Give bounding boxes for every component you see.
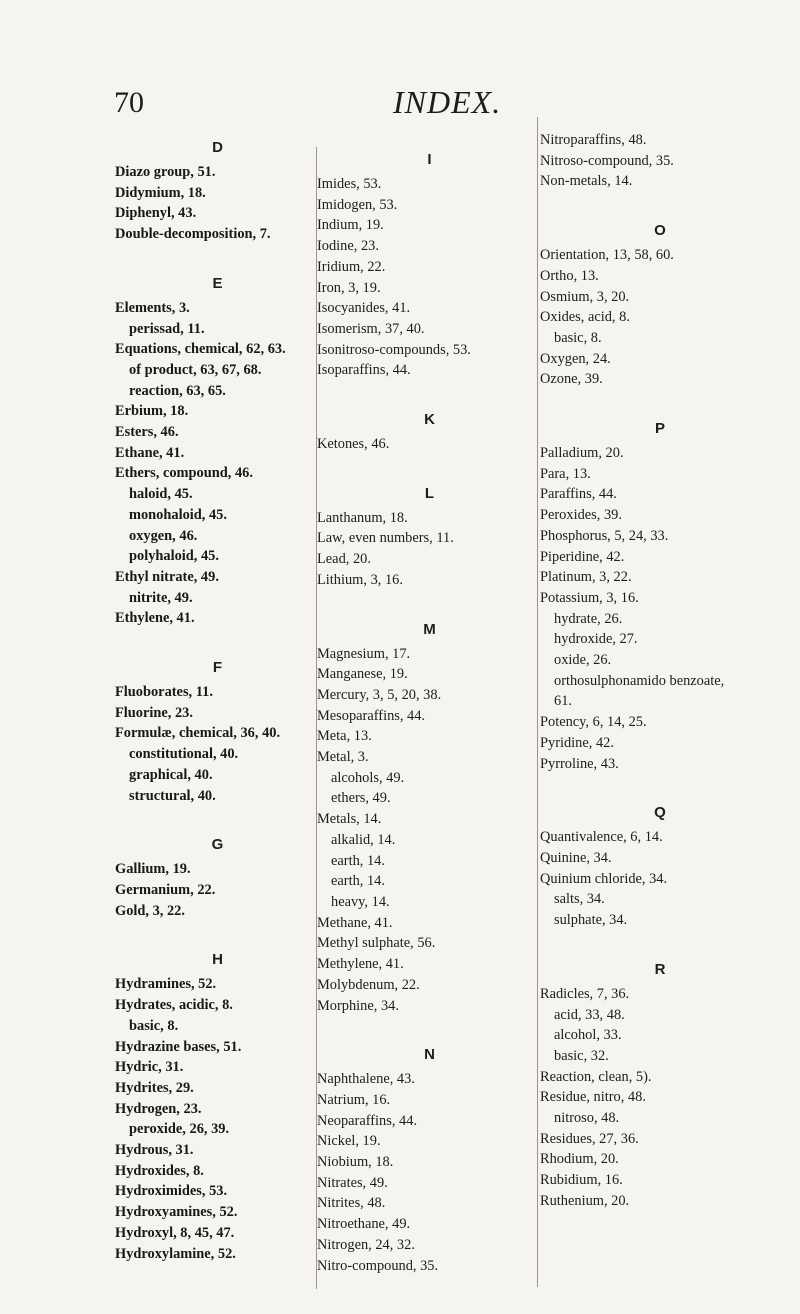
index-entry: Indium, 19. xyxy=(317,217,384,234)
index-subentry: hydrate, 26. xyxy=(554,610,623,627)
section-letter: M xyxy=(423,620,436,638)
index-entry: Residues, 27, 36. xyxy=(540,1130,639,1147)
index-subentry: heavy, 14. xyxy=(331,893,390,910)
section-gap xyxy=(115,921,320,950)
index-subentry: graphical, 40. xyxy=(129,766,213,783)
section-letter: P xyxy=(654,420,665,438)
index-entry: Hydroxylamine, 52. xyxy=(115,1245,236,1262)
index-entry: Isomerism, 37, 40. xyxy=(317,320,425,337)
index-entry: Methylene, 41. xyxy=(317,956,404,973)
section-letter: L xyxy=(424,484,435,502)
index-entry: Orientation, 13, 58, 60. xyxy=(540,247,674,264)
index-entry: Iron, 3, 19. xyxy=(317,279,381,296)
index-entry: Quantivalence, 6, 14. xyxy=(540,829,663,846)
index-subentry: alkalid, 14. xyxy=(331,831,396,848)
index-entry: Potency, 6, 14, 25. xyxy=(540,714,647,731)
index-entry: Methane, 41. xyxy=(317,914,393,931)
index-entry: Oxides, acid, 8. xyxy=(540,309,630,326)
index-entry: Niobium, 18. xyxy=(317,1154,394,1171)
section-gap xyxy=(317,455,542,484)
index-entry: Ozone, 39. xyxy=(540,371,603,388)
index-entry: Ruthenium, 20. xyxy=(540,1192,630,1209)
index-entry: Diphenyl, 43. xyxy=(115,205,197,222)
index-entry: Fluorine, 23. xyxy=(115,704,193,721)
index-entry: Manganese, 19. xyxy=(317,666,408,683)
index-subentry: salts, 34. xyxy=(554,891,605,908)
index-entry: Ethylene, 41. xyxy=(115,610,195,627)
index-subentry: hydroxide, 27. xyxy=(554,631,638,648)
index-entry: Non-metals, 14. xyxy=(540,173,633,190)
index-entry: Isonitroso-compounds, 53. xyxy=(317,341,471,358)
section-gap xyxy=(540,931,780,960)
index-section xyxy=(317,150,542,381)
index-entry: Hydric, 31. xyxy=(115,1059,184,1076)
index-entry: Hydrazine bases, 51. xyxy=(115,1038,242,1055)
index-subentry: oxygen, 46. xyxy=(129,527,198,544)
index-subentry: peroxide, 26, 39. xyxy=(129,1121,230,1138)
index-entry: Nitroethane, 49. xyxy=(317,1216,411,1233)
index-column-3 xyxy=(540,130,780,1212)
index-entry: Palladium, 20. xyxy=(540,445,624,462)
index-entry: Quinine, 34. xyxy=(540,849,612,866)
index-entry: Phosphorus, 5, 24, 33. xyxy=(540,527,669,544)
index-entry: Peroxides, 39. xyxy=(540,507,622,524)
index-subentry: earth, 14. xyxy=(331,852,385,869)
index-section xyxy=(540,960,780,1212)
index-entry: Isoparaffins, 44. xyxy=(317,362,411,379)
section-letter: F xyxy=(212,659,223,677)
index-entry: Pyrroline, 43. xyxy=(540,755,619,772)
index-subentry: 61. xyxy=(554,693,572,710)
index-section xyxy=(317,484,542,591)
section-letter: H xyxy=(212,951,223,969)
index-section xyxy=(540,130,780,192)
index-subentry: basic, 8. xyxy=(554,329,602,346)
index-section xyxy=(540,419,780,774)
section-letter: O xyxy=(654,222,666,240)
index-entry: Osmium, 3, 20. xyxy=(540,288,630,305)
section-gap xyxy=(540,192,780,221)
index-section xyxy=(540,803,780,931)
index-column-2 xyxy=(317,150,542,1276)
index-entry: Hydroxyamines, 52. xyxy=(115,1204,238,1221)
index-section xyxy=(317,1045,542,1276)
index-subentry: perissad, 11. xyxy=(129,320,205,337)
index-section xyxy=(115,950,320,1264)
index-subentry: nitrite, 49. xyxy=(129,589,193,606)
index-entry: Gold, 3, 22. xyxy=(115,902,185,919)
index-entry: Isocyanides, 41. xyxy=(317,300,411,317)
page-number: 70 xyxy=(114,86,144,119)
index-subentry: earth, 14. xyxy=(331,873,385,890)
index-entry: Ethyl nitrate, 49. xyxy=(115,568,219,585)
index-entry: Morphine, 34. xyxy=(317,997,399,1014)
section-letter: R xyxy=(654,960,666,978)
index-subentry: alcohols, 49. xyxy=(331,769,405,786)
index-entry: Hydrites, 29. xyxy=(115,1079,194,1096)
index-entry: Imides, 53. xyxy=(317,176,382,192)
index-section xyxy=(115,835,320,921)
index-entry: Hydramines, 52. xyxy=(115,976,217,993)
index-entry: Nitrogen, 24, 32. xyxy=(317,1236,415,1253)
index-section xyxy=(115,274,320,629)
index-section xyxy=(115,138,320,245)
index-entry: Nitrates, 49. xyxy=(317,1174,388,1191)
section-gap xyxy=(115,806,320,835)
index-entry: Iodine, 23. xyxy=(317,238,379,255)
index-subentry: basic, 8. xyxy=(129,1017,179,1034)
index-entry: Nickel, 19. xyxy=(317,1133,381,1150)
index-entry: Law, even numbers, 11. xyxy=(317,530,454,547)
index-entry: Ethane, 41. xyxy=(115,444,185,461)
section-letter: N xyxy=(424,1046,435,1064)
index-subentry: ethers, 49. xyxy=(331,790,391,807)
index-entry: Reaction, clean, 5). xyxy=(540,1068,652,1085)
index-entry: Equations, chemical, 62, 63. xyxy=(115,341,286,358)
index-entry: Potassium, 3, 16. xyxy=(540,589,639,606)
index-entry: Meta, 13. xyxy=(317,728,372,745)
index-entry: Nitro-compound, 35. xyxy=(317,1257,439,1274)
index-section xyxy=(540,221,780,390)
index-subentry: reaction, 63, 65. xyxy=(129,382,226,399)
index-entry: Platinum, 3, 22. xyxy=(540,569,632,586)
section-gap xyxy=(540,390,780,419)
index-entry: Quinium chloride, 34. xyxy=(540,870,668,887)
running-head: INDEX. xyxy=(393,84,502,120)
index-entry: Magnesium, 17. xyxy=(317,645,411,662)
index-subentry: polyhaloid, 45. xyxy=(129,548,219,565)
index-subentry: haloid, 45. xyxy=(129,486,193,503)
index-entry: Molybdenum, 22. xyxy=(317,976,420,993)
index-subentry: constitutional, 40. xyxy=(129,746,239,763)
index-entry: Imidogen, 53. xyxy=(317,196,398,213)
index-entry: Hydroxyl, 8, 45, 47. xyxy=(115,1224,235,1241)
index-entry: Hydrates, acidic, 8. xyxy=(115,997,233,1014)
index-subentry: sulphate, 34. xyxy=(554,912,628,929)
index-entry: Residue, nitro, 48. xyxy=(540,1089,646,1106)
index-entry: Metal, 3. xyxy=(317,749,369,766)
index-entry: Paraffins, 44. xyxy=(540,486,617,503)
index-subentry: orthosulphonamido benzoate, xyxy=(554,672,725,689)
index-entry: Elements, 3. xyxy=(115,299,190,316)
index-subentry: acid, 33, 48. xyxy=(554,1006,625,1023)
index-entry: Ketones, 46. xyxy=(317,436,390,453)
index-entry: Fluoborates, 11. xyxy=(115,684,213,701)
index-entry: Didymium, 18. xyxy=(115,184,206,201)
index-entry: Para, 13. xyxy=(540,465,591,482)
index-entry: Nitroparaffins, 48. xyxy=(540,132,647,148)
index-subentry: structural, 40. xyxy=(129,787,216,804)
index-subentry: oxide, 26. xyxy=(554,652,612,669)
index-section xyxy=(317,410,542,455)
index-entry: Ethers, compound, 46. xyxy=(115,465,253,482)
index-entry: Methyl sulphate, 56. xyxy=(317,935,436,952)
index-subentry: alcohol, 33. xyxy=(554,1027,622,1044)
index-entry: Formulæ, chemical, 36, 40. xyxy=(115,725,281,742)
section-letter: K xyxy=(424,411,435,429)
index-entry: Lead, 20. xyxy=(317,551,371,568)
index-section xyxy=(115,658,320,806)
index-entry: Radicles, 7, 36. xyxy=(540,985,630,1002)
index-entry: Naphthalene, 43. xyxy=(317,1071,415,1088)
index-entry: Hydrogen, 23. xyxy=(115,1100,202,1117)
index-entry: Metals, 14. xyxy=(317,811,382,828)
index-entry: Natrium, 16. xyxy=(317,1091,391,1108)
section-letter: I xyxy=(427,151,432,168)
index-entry: Iridium, 22. xyxy=(317,258,386,275)
section-letter: E xyxy=(212,274,223,292)
index-entry: Neoparaffins, 44. xyxy=(317,1112,418,1129)
index-subentry: nitroso, 48. xyxy=(554,1110,620,1127)
index-entry: Germanium, 22. xyxy=(115,881,216,898)
section-gap xyxy=(317,381,542,410)
index-entry: Gallium, 19. xyxy=(115,861,191,878)
section-gap xyxy=(115,629,320,658)
section-letter: G xyxy=(211,836,224,854)
index-column-1 xyxy=(115,138,320,1264)
index-entry: Lithium, 3, 16. xyxy=(317,571,403,588)
index-entry: Esters, 46. xyxy=(115,424,179,441)
index-entry: Erbium, 18. xyxy=(115,403,189,420)
index-entry: Oxygen, 24. xyxy=(540,350,611,367)
index-entry: Hydroximides, 53. xyxy=(115,1183,228,1200)
index-entry: Mesoparaffins, 44. xyxy=(317,707,426,724)
index-entry: Double-decomposition, 7. xyxy=(115,226,271,243)
index-entry: Rubidium, 16. xyxy=(540,1172,623,1189)
index-subentry: monohaloid, 45. xyxy=(129,506,227,523)
section-gap xyxy=(115,245,320,274)
index-entry: Nitroso-compound, 35. xyxy=(540,152,674,169)
section-gap xyxy=(317,591,542,620)
index-entry: Pyridine, 42. xyxy=(540,734,614,751)
index-subentry: of product, 63, 67, 68. xyxy=(129,361,262,378)
index-entry: Piperidine, 42. xyxy=(540,548,625,565)
section-gap xyxy=(540,774,780,803)
index-entry: Nitrites, 48. xyxy=(317,1195,386,1212)
index-entry: Rhodium, 20. xyxy=(540,1151,619,1168)
index-entry: Hydroxides, 8. xyxy=(115,1162,204,1179)
index-entry: Hydrous, 31. xyxy=(115,1142,194,1159)
index-entry: Diazo group, 51. xyxy=(115,164,216,180)
index-section xyxy=(317,620,542,1017)
index-entry: Mercury, 3, 5, 20, 38. xyxy=(317,686,442,703)
index-entry: Ortho, 13. xyxy=(540,267,599,284)
section-gap xyxy=(317,1016,542,1045)
section-letter: D xyxy=(212,139,223,156)
section-letter: Q xyxy=(654,804,666,822)
index-entry: Lanthanum, 18. xyxy=(317,509,408,526)
index-subentry: basic, 32. xyxy=(554,1047,609,1064)
